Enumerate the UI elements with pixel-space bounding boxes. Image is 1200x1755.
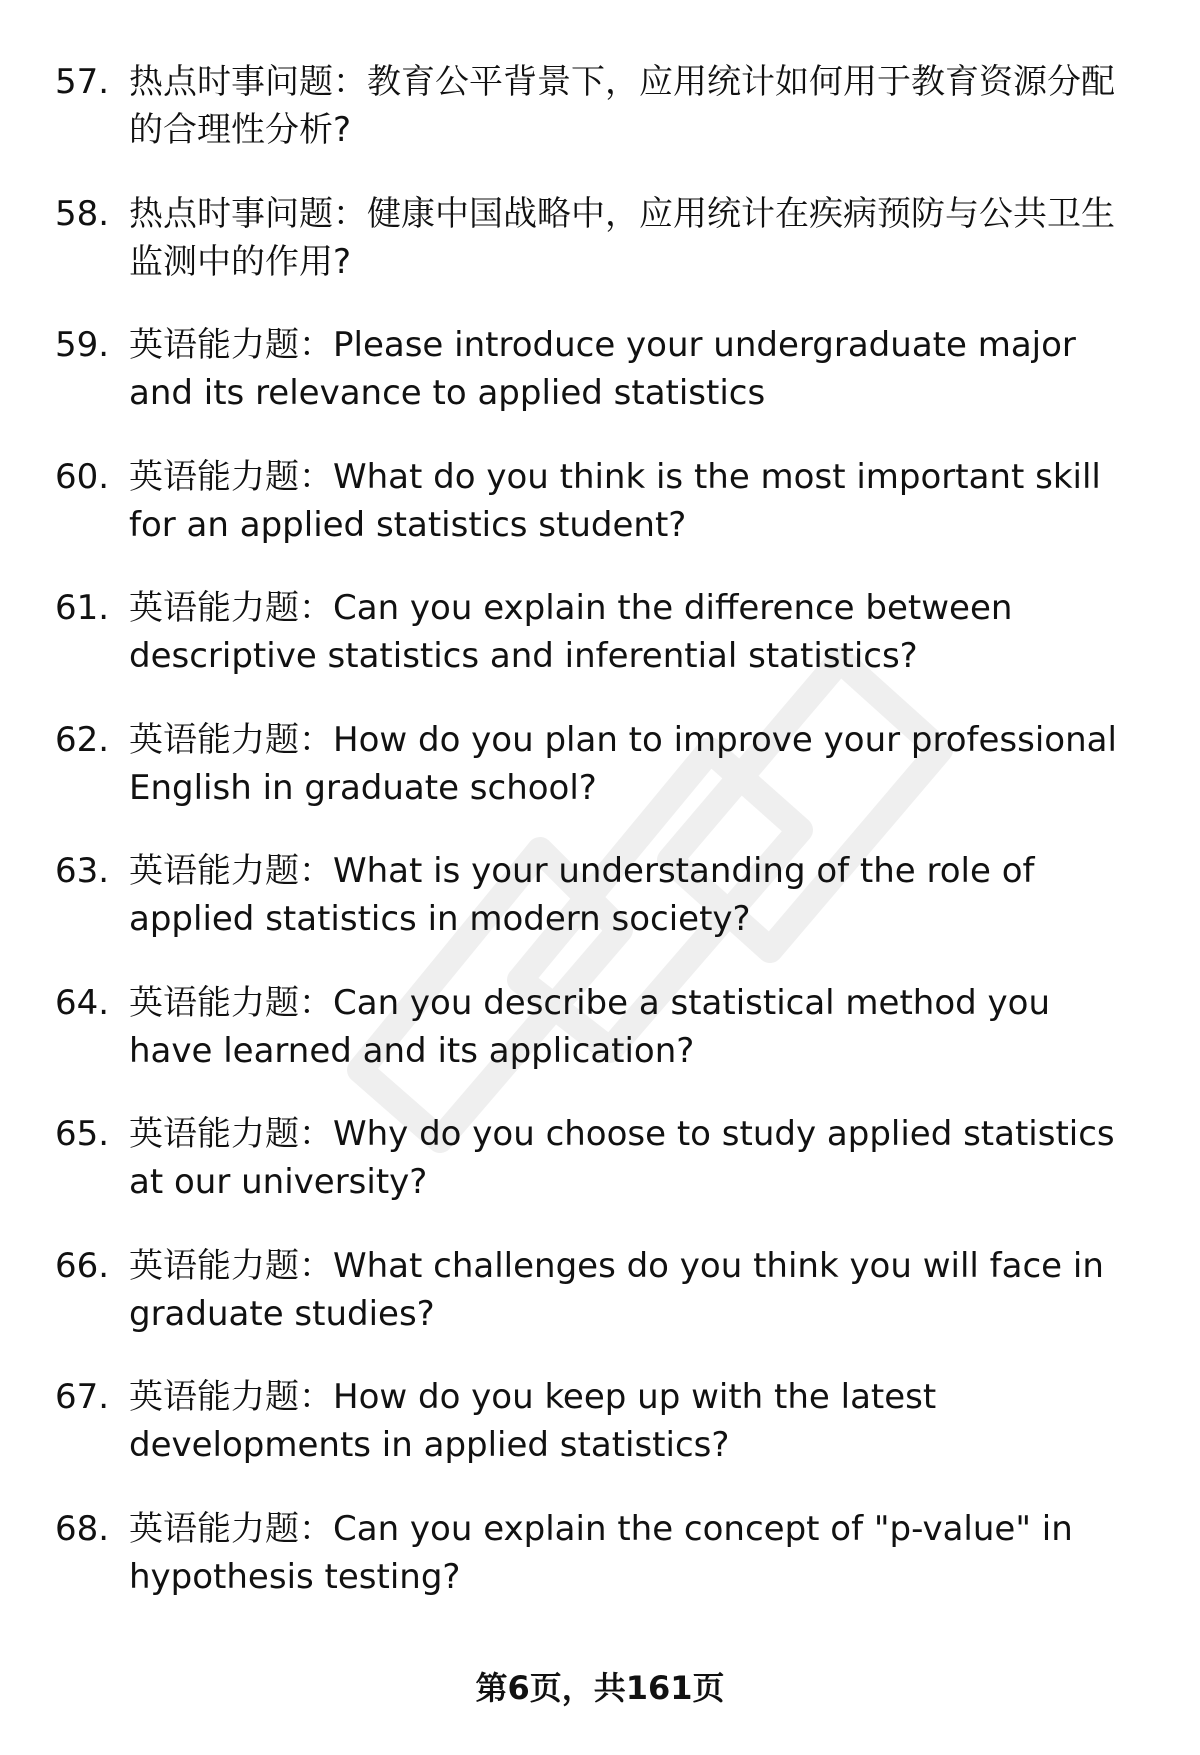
list-item bbox=[55, 190, 1155, 322]
list-item bbox=[55, 1505, 1155, 1637]
list-item bbox=[55, 321, 1155, 453]
list-item bbox=[55, 453, 1155, 585]
question-number: 59. bbox=[55, 325, 110, 365]
question-number: 60. bbox=[55, 456, 110, 497]
question-text: 英语能力题：Why do you choose to study applied statistics at our university? bbox=[129, 1114, 1115, 1202]
question-text: 英语能力题：How do you plan to improve your professional English in graduate school? bbox=[129, 719, 1117, 808]
question-number: 64. bbox=[55, 982, 110, 1023]
question-number: 66. bbox=[55, 1245, 110, 1286]
list-item bbox=[55, 1242, 1155, 1374]
question-number: 67. bbox=[55, 1377, 110, 1417]
question-text: 热点时事问题：健康中国战略中，应用统计在疾病预防与公共卫生监测中的作用? bbox=[129, 193, 1115, 282]
question-text: 英语能力题：What is your understanding of the role of applied statistics in modern society? bbox=[129, 851, 1035, 939]
question-text: 英语能力题：How do you keep up with the latest developments in applied statistics? bbox=[129, 1377, 937, 1465]
list-item bbox=[55, 716, 1155, 848]
question-text: 英语能力题：What challenges do you think you will face in graduate studies? bbox=[129, 1245, 1104, 1334]
list-item bbox=[55, 979, 1155, 1111]
question-text: 英语能力题：Can you explain the concept of "p-value" in hypothesis testing? bbox=[129, 1508, 1073, 1597]
question-text: 英语能力题：Please introduce your undergraduate major and its relevance to applied statistics bbox=[129, 325, 1076, 413]
list-item bbox=[55, 58, 1155, 190]
question-text: 英语能力题：Can you describe a statistical method you have learned and its application? bbox=[129, 982, 1051, 1071]
question-number: 61. bbox=[55, 588, 110, 628]
question-text: 英语能力题：What do you think is the most important skill for an applied statistics student? bbox=[129, 456, 1101, 545]
question-number: 65. bbox=[55, 1114, 110, 1154]
list-item bbox=[55, 584, 1155, 716]
question-number: 68. bbox=[55, 1508, 110, 1549]
question-number: 57. bbox=[55, 62, 110, 102]
page-footer: 第6页，共161页 bbox=[475, 1669, 725, 1707]
question-text: 英语能力题：Can you explain the difference between descriptive statistics and inferential statistics? bbox=[129, 588, 1013, 676]
list-item bbox=[55, 847, 1155, 979]
list-item bbox=[55, 1373, 1155, 1505]
question-list bbox=[55, 58, 1155, 1636]
question-number: 58. bbox=[55, 193, 110, 234]
question-text: 热点时事问题：教育公平背景下，应用统计如何用于教育资源分配的合理性分析? bbox=[129, 62, 1115, 150]
list-item bbox=[55, 1110, 1155, 1242]
question-number: 62. bbox=[55, 719, 110, 760]
question-number: 63. bbox=[55, 851, 110, 891]
